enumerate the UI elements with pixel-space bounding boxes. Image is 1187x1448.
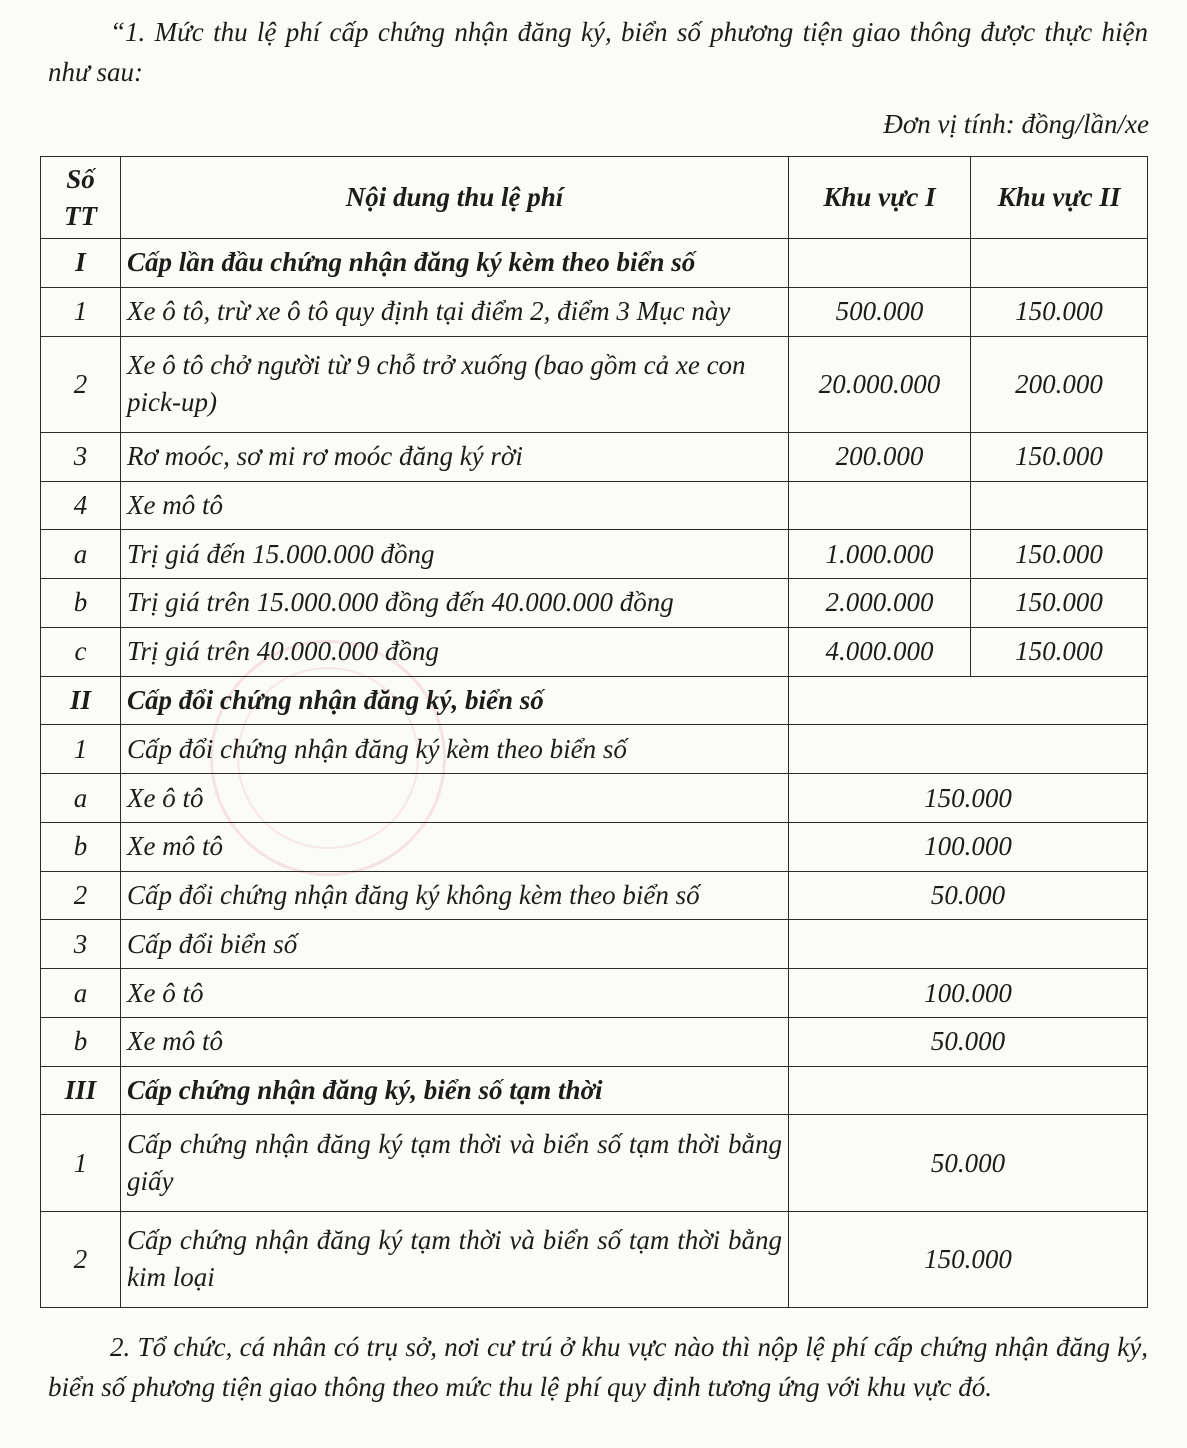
row-no: 2 <box>41 871 121 920</box>
intro-text: “1. Mức thu lệ phí cấp chứng nhận đăng ký, biển số phương tiện giao thông được thực hiện như sau: <box>48 17 1148 87</box>
table-row <box>41 287 1148 336</box>
row-amount <box>789 920 1148 969</box>
row-content: Xe ô tô, trừ xe ô tô quy định tại điểm 2, điểm 3 Mục này <box>121 287 789 336</box>
table-row <box>41 871 1148 920</box>
row-no: b <box>41 1017 121 1066</box>
row-no: III <box>41 1066 121 1115</box>
row-area-2: 150.000 <box>971 287 1148 336</box>
intro-paragraph <box>48 12 1148 92</box>
row-area-1: 500.000 <box>789 287 971 336</box>
table-row <box>41 1115 1148 1211</box>
row-content: Cấp đổi chứng nhận đăng ký kèm theo biển số <box>121 725 789 774</box>
row-no: c <box>41 627 121 676</box>
row-content: Rơ moóc, sơ mi rơ moóc đăng ký rời <box>121 432 789 481</box>
row-content: Cấp lần đầu chứng nhận đăng ký kèm theo biển số <box>121 239 789 288</box>
row-area-1: 4.000.000 <box>789 627 971 676</box>
row-content: Trị giá đến 15.000.000 đồng <box>121 530 789 579</box>
table-row <box>41 1017 1148 1066</box>
header-area-2: Khu vực II <box>971 157 1148 239</box>
fee-table <box>40 156 1148 1308</box>
row-content: Cấp chứng nhận đăng ký, biển số tạm thời <box>121 1066 789 1115</box>
row-area-2: 200.000 <box>971 336 1148 432</box>
row-content: Xe ô tô chở người từ 9 chỗ trở xuống (bao gồm cả xe con pick-up) <box>121 336 789 432</box>
row-area-1: 200.000 <box>789 432 971 481</box>
unit-label: Đơn vị tính: đồng/lần/xe <box>883 109 1149 139</box>
header-area-1: Khu vực I <box>789 157 971 239</box>
row-no: 1 <box>41 725 121 774</box>
header-no: Số TT <box>41 157 121 239</box>
row-area-1: 2.000.000 <box>789 579 971 628</box>
row-area-2 <box>971 239 1148 288</box>
table-row <box>41 530 1148 579</box>
row-amount <box>789 676 1148 725</box>
row-amount: 100.000 <box>789 969 1148 1018</box>
table-row <box>41 1211 1148 1307</box>
row-content: Cấp đổi chứng nhận đăng ký, biển số <box>121 676 789 725</box>
row-amount: 150.000 <box>789 1211 1148 1307</box>
header-content: Nội dung thu lệ phí <box>121 157 789 239</box>
row-no: 4 <box>41 481 121 530</box>
row-content: Xe mô tô <box>121 481 789 530</box>
table-row <box>41 774 1148 823</box>
row-no: b <box>41 822 121 871</box>
row-area-1: 20.000.000 <box>789 336 971 432</box>
row-area-1 <box>789 239 971 288</box>
row-no: a <box>41 530 121 579</box>
row-content: Trị giá trên 40.000.000 đồng <box>121 627 789 676</box>
row-no: 3 <box>41 920 121 969</box>
table-row <box>41 239 1148 288</box>
row-amount <box>789 1066 1148 1115</box>
row-amount: 50.000 <box>789 1115 1148 1211</box>
row-area-2: 150.000 <box>971 579 1148 628</box>
table-row <box>41 822 1148 871</box>
row-no: a <box>41 969 121 1018</box>
table-row <box>41 725 1148 774</box>
row-content: Cấp đổi biển số <box>121 920 789 969</box>
row-content: Xe mô tô <box>121 1017 789 1066</box>
row-content: Trị giá trên 15.000.000 đồng đến 40.000.000 đồng <box>121 579 789 628</box>
row-no: II <box>41 676 121 725</box>
row-no: I <box>41 239 121 288</box>
row-no: 2 <box>41 1211 121 1307</box>
table-row <box>41 969 1148 1018</box>
table-row <box>41 432 1148 481</box>
row-area-1 <box>789 481 971 530</box>
row-content: Cấp chứng nhận đăng ký tạm thời và biển số tạm thời bằng kim loại <box>121 1211 789 1307</box>
row-content: Xe ô tô <box>121 774 789 823</box>
row-no: 2 <box>41 336 121 432</box>
table-row <box>41 579 1148 628</box>
row-amount <box>789 725 1148 774</box>
row-no: a <box>41 774 121 823</box>
table-row <box>41 676 1148 725</box>
table-row <box>41 336 1148 432</box>
outro-paragraph <box>48 1327 1148 1407</box>
table-header-row <box>41 157 1148 239</box>
row-area-2: 150.000 <box>971 627 1148 676</box>
table-row <box>41 1066 1148 1115</box>
row-amount: 100.000 <box>789 822 1148 871</box>
row-amount: 50.000 <box>789 1017 1148 1066</box>
outro-text: 2. Tổ chức, cá nhân có trụ sở, nơi cư trú ở khu vực nào thì nộp lệ phí cấp chứng nhận đăng ký, biển số phương tiện giao thông theo mức thu lệ phí quy định tương ứng với khu vực đó. <box>48 1332 1148 1402</box>
row-content: Cấp chứng nhận đăng ký tạm thời và biển số tạm thời bằng giấy <box>121 1115 789 1211</box>
row-no: 3 <box>41 432 121 481</box>
row-amount: 50.000 <box>789 871 1148 920</box>
row-area-1: 1.000.000 <box>789 530 971 579</box>
table-row <box>41 481 1148 530</box>
row-no: 1 <box>41 1115 121 1211</box>
row-content: Xe mô tô <box>121 822 789 871</box>
row-amount: 150.000 <box>789 774 1148 823</box>
row-content: Xe ô tô <box>121 969 789 1018</box>
row-no: 1 <box>41 287 121 336</box>
row-area-2: 150.000 <box>971 432 1148 481</box>
table-row <box>41 627 1148 676</box>
row-area-2: 150.000 <box>971 530 1148 579</box>
row-area-2 <box>971 481 1148 530</box>
row-content: Cấp đổi chứng nhận đăng ký không kèm theo biển số <box>121 871 789 920</box>
row-no: b <box>41 579 121 628</box>
table-row <box>41 920 1148 969</box>
